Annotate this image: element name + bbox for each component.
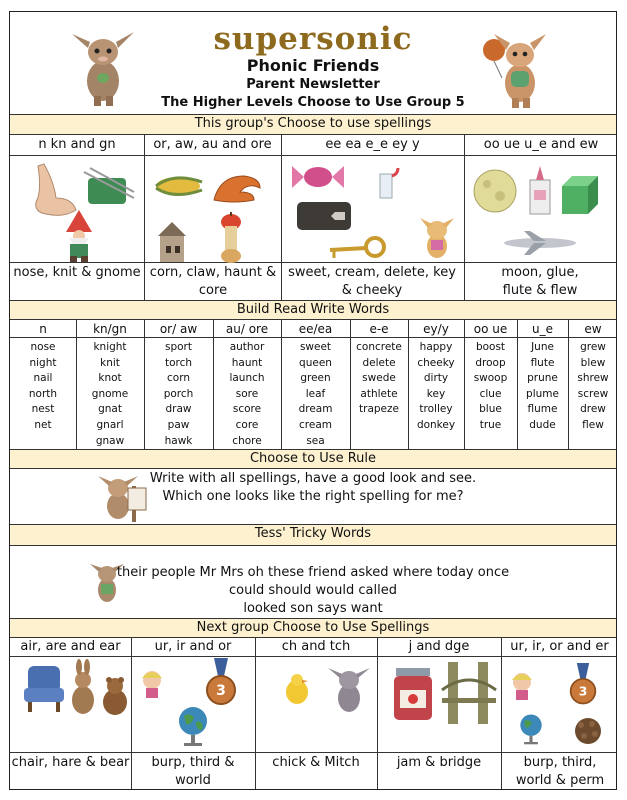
word-item: hawk: [164, 434, 193, 447]
word-item: gnat: [98, 403, 122, 416]
word-item: swoop: [473, 372, 508, 385]
word-item: shrew: [577, 372, 609, 385]
group-title: The Higher Levels Choose to Use Group 5: [161, 95, 465, 110]
word-item: gnome: [91, 387, 129, 400]
word-item: chore: [232, 434, 262, 447]
column-caption: corn, claw, haunt & core: [149, 265, 277, 298]
green-cube-illustration: [558, 172, 602, 216]
word-item: leaf: [305, 387, 326, 400]
newsletter-title: Parent Newsletter: [246, 77, 380, 92]
word-item: swede: [362, 372, 396, 385]
column-caption: moon, glue, flute & flew: [501, 265, 579, 298]
plane-illustration: [500, 230, 580, 256]
column-caption: nose, knit & gnome: [13, 265, 141, 280]
cream-illustration: [376, 166, 400, 202]
word-column-heading: oo ue: [473, 322, 508, 336]
burp-character-illustration: [138, 668, 166, 700]
third-medal-illustration: [204, 658, 238, 708]
word-item: net: [34, 418, 52, 431]
column-heading: ur, ir and or: [154, 639, 232, 654]
word-item: knight: [93, 341, 127, 353]
section-title: Tess' Tricky Words: [10, 525, 616, 545]
bear-illustration: [100, 676, 130, 716]
claw-illustration: [210, 170, 264, 206]
chair-illustration: [22, 662, 66, 714]
apple-core-illustration: [214, 212, 248, 264]
word-item: grew: [580, 341, 606, 353]
word-item: cream: [299, 418, 332, 431]
tricky-words-line: their people Mr Mrs oh these friend asked where today once: [116, 565, 510, 580]
word-column-heading: or/ aw: [159, 322, 198, 336]
column-heading: oo ue u_e and ew: [483, 137, 599, 152]
column-caption: chick & Mitch: [272, 755, 360, 770]
section-title: This group's Choose to use spellings: [10, 115, 616, 134]
word-list: [408, 340, 464, 434]
column-caption: chair, hare & bear: [11, 755, 130, 770]
gnome-illustration: [62, 210, 96, 264]
word-list: [144, 340, 213, 449]
word-list: [281, 340, 350, 449]
tricky-words-line: looked son says want: [243, 601, 383, 616]
word-column-heading: au/ ore: [225, 322, 269, 336]
word-item: porch: [163, 387, 194, 400]
column-caption: sweet, cream, delete, key & cheeky: [288, 265, 456, 298]
sweet-illustration: [290, 162, 346, 192]
glue-illustration: [526, 162, 554, 216]
word-item: torch: [164, 356, 193, 369]
brand-title: supersonic: [213, 21, 413, 57]
word-column-heading: ee/ea: [298, 322, 333, 336]
third-medal-illustration: [568, 662, 598, 708]
word-list: [213, 340, 281, 449]
word-list: [464, 340, 517, 434]
word-item: flume: [527, 403, 558, 416]
word-item: true: [479, 418, 502, 431]
word-item: sore: [235, 387, 259, 400]
word-item: delete: [362, 356, 396, 369]
word-item: nest: [31, 403, 55, 416]
word-item: blew: [580, 356, 606, 369]
word-list: [10, 340, 76, 434]
word-item: draw: [165, 403, 192, 416]
word-item: dude: [529, 418, 556, 431]
haunted-house-illustration: [156, 220, 188, 264]
column-caption: burp, third, world & perm: [515, 755, 605, 788]
word-item: athlete: [360, 387, 398, 400]
word-item: donkey: [416, 418, 456, 431]
word-item: score: [232, 403, 262, 416]
word-item: concrete: [356, 341, 402, 353]
word-item: green: [300, 372, 331, 385]
word-list: [517, 340, 568, 434]
word-item: north: [28, 387, 58, 400]
svg-text:3: 3: [216, 683, 226, 699]
key-illustration: [326, 236, 386, 262]
word-item: queen: [299, 356, 332, 369]
word-item: droop: [475, 356, 506, 369]
word-column-heading: n: [39, 322, 47, 336]
word-column-heading: ew: [584, 322, 602, 336]
corn-illustration: [154, 172, 206, 200]
rule-line: Write with all spellings, have a good look and see.: [149, 471, 477, 486]
word-item: blue: [479, 403, 502, 416]
word-list: [350, 340, 408, 418]
word-item: paw: [167, 418, 190, 431]
globe-illustration: [518, 712, 544, 746]
rule-line: Which one looks like the right spelling for me?: [162, 489, 464, 504]
bridge-illustration: [442, 660, 496, 724]
burp-character-illustration: [508, 670, 536, 702]
word-item: corn: [167, 372, 190, 385]
column-caption: jam & bridge: [396, 755, 482, 770]
word-item: plume: [526, 387, 559, 400]
tricky-words-line: could should would called: [229, 583, 397, 598]
column-caption: burp, third & world: [151, 755, 235, 788]
word-item: dirty: [423, 372, 449, 385]
word-item: haunt: [231, 356, 263, 369]
word-item: core: [235, 418, 259, 431]
word-item: June: [531, 341, 554, 353]
perm-hair-illustration: [572, 716, 604, 746]
section-title: Build Read Write Words: [10, 301, 616, 319]
word-column-heading: u_e: [532, 322, 553, 336]
word-item: screw: [577, 387, 609, 400]
moon-illustration: [472, 168, 518, 214]
word-item: sweet: [299, 341, 332, 353]
word-column-heading: e-e: [369, 322, 389, 336]
word-item: nail: [33, 372, 53, 385]
word-item: gnaw: [95, 434, 125, 447]
word-item: trapeze: [359, 403, 399, 416]
word-item: launch: [229, 372, 265, 385]
word-item: gnarl: [96, 418, 124, 431]
column-heading: ch and tch: [281, 639, 351, 654]
section-title: Choose to Use Rule: [10, 450, 616, 468]
word-column-heading: kn/gn: [93, 322, 127, 336]
word-list: [76, 340, 144, 449]
svg-text:3: 3: [578, 684, 588, 699]
column-heading: air, are and ear: [20, 639, 121, 654]
brand-subtitle: Phonic Friends: [246, 56, 380, 75]
word-item: night: [29, 356, 57, 369]
word-item: sport: [165, 341, 192, 353]
word-item: happy: [419, 341, 453, 353]
word-column-heading: ey/y: [423, 322, 449, 336]
word-item: flew: [582, 418, 604, 431]
word-item: clue: [479, 387, 502, 400]
word-item: key: [426, 387, 446, 400]
word-item: cheeky: [417, 356, 455, 369]
column-heading: n kn and gn: [38, 137, 116, 152]
chick-illustration: [282, 672, 312, 706]
cheeky-character-illustration: [420, 218, 454, 260]
delete-key-illustration: [295, 200, 353, 232]
word-item: sea: [306, 434, 325, 447]
knitting-illustration: [84, 168, 136, 210]
word-list: [568, 340, 618, 434]
word-item: boost: [475, 341, 506, 353]
word-item: flute: [530, 356, 555, 369]
word-item: author: [229, 341, 265, 353]
word-item: knit: [100, 356, 120, 369]
word-item: prune: [527, 372, 558, 385]
globe-illustration: [176, 704, 210, 748]
column-heading: j and dge: [408, 639, 470, 654]
word-item: drew: [580, 403, 606, 416]
word-item: knot: [98, 372, 122, 385]
section-title: Next group Choose to Use Spellings: [10, 619, 616, 637]
newsletter-page: [9, 11, 617, 790]
hare-illustration: [68, 662, 98, 716]
column-heading: ee ea e_e ey y: [325, 137, 420, 152]
word-item: nose: [30, 341, 56, 353]
mitch-character-illustration: [328, 666, 370, 716]
column-heading: ur, ir, or and er: [510, 639, 609, 654]
jam-jar-illustration: [390, 666, 436, 722]
column-heading: or, aw, au and ore: [153, 137, 272, 152]
word-item: dream: [298, 403, 333, 416]
word-item: trolley: [419, 403, 453, 416]
